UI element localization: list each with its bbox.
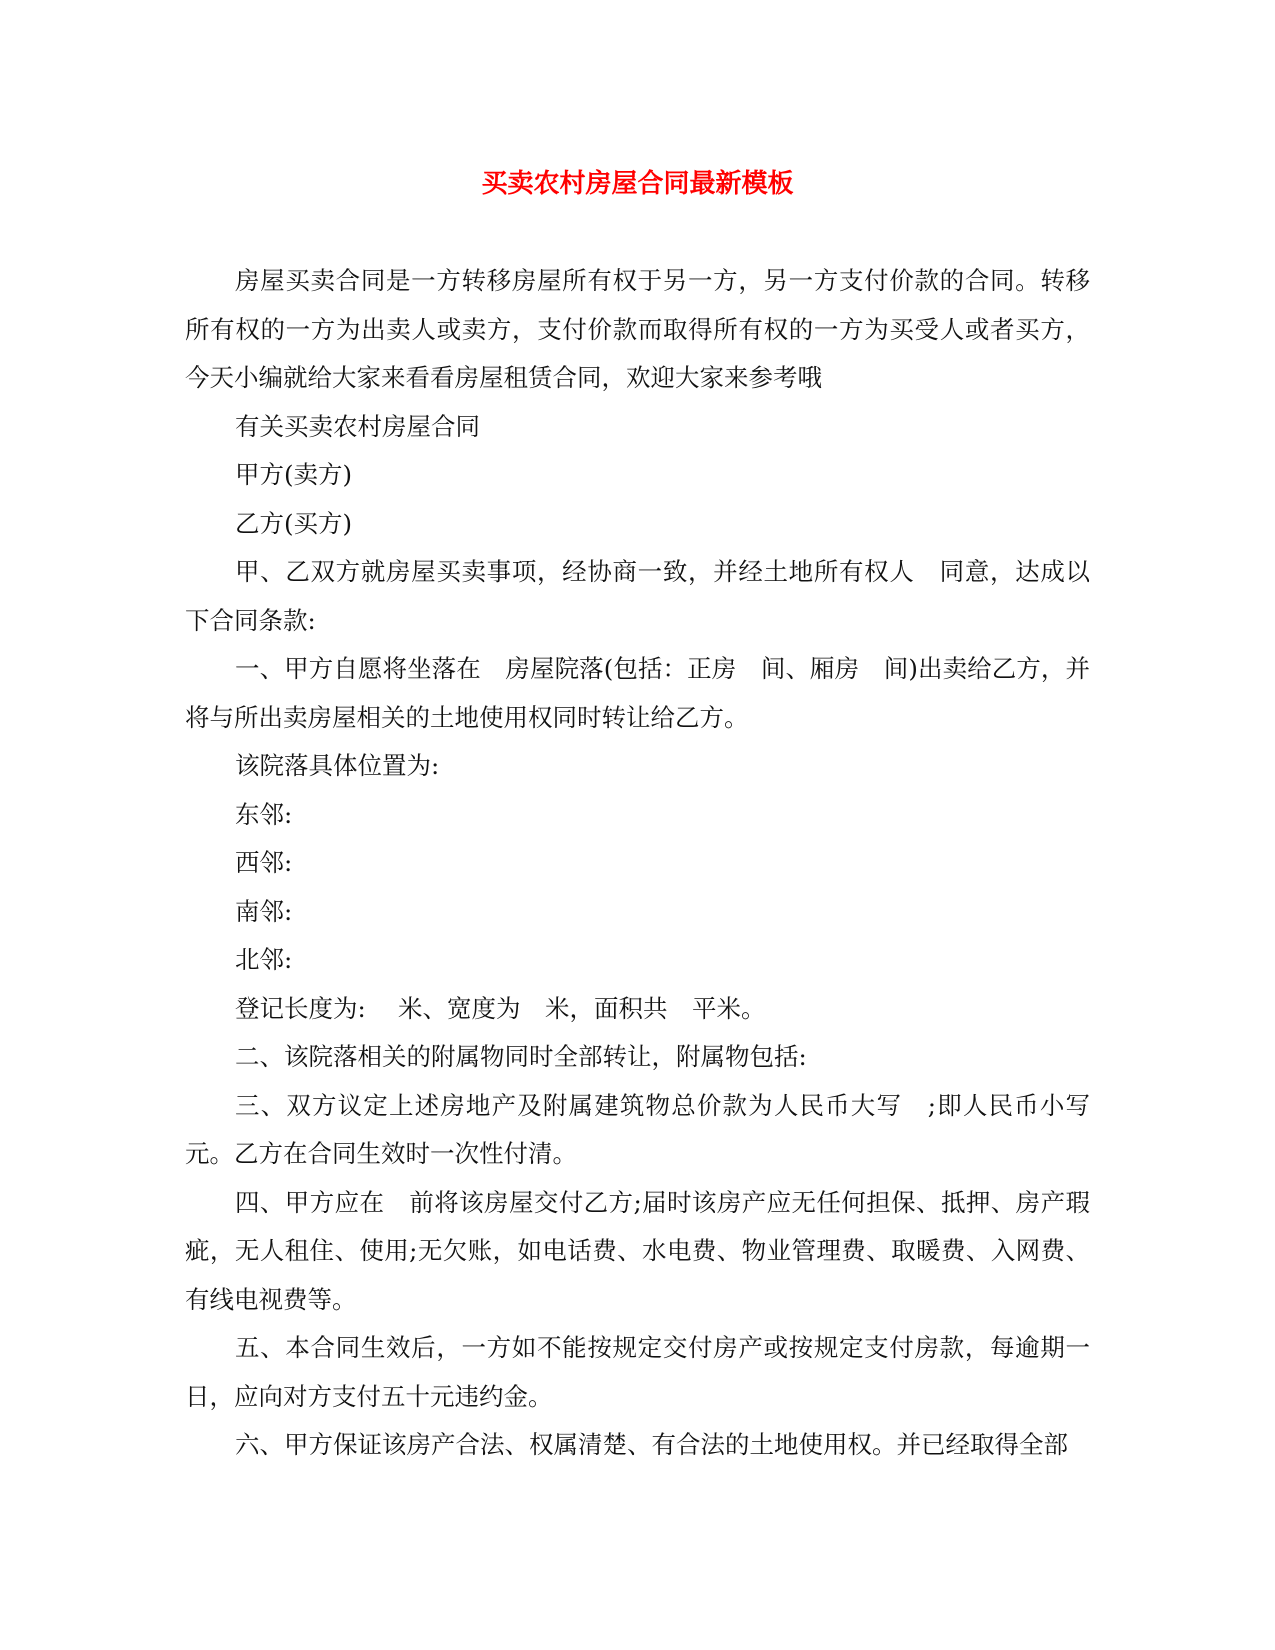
east-neighbor: 东邻: [235, 799, 293, 829]
clause-6: 六、甲方保证该房产合法、权属清楚、有合法的土地使用权。并已经取得全部 [235, 1430, 1068, 1459]
location-heading: 该院落具体位置为: [235, 751, 440, 780]
document-title: 买卖农村房屋合同最新模板 [481, 169, 794, 199]
clause-5: 五、本合同生效后，一方如不能按规定交付房产或按规定支付房款，每逾期一日，应向对方支付五十元违约金。 [185, 1333, 1090, 1411]
clause-1: 一、甲方自愿将坐落在 房屋院落(包括：正房 间、厢房 间)出卖给乙方，并将与所出卖房屋相关的土地使用权同时转让给乙方。 [185, 654, 1090, 732]
west-neighbor: 西邻: [235, 848, 293, 877]
intro-paragraph: 房屋买卖合同是一方转移房屋所有权于另一方，另一方支付价款的合同。转移所有权的一方为出卖人或卖方，支付价款而取得所有权的一方为买受人或者买方，今天小编就给大家来看看房屋租赁合同，欢迎大家来参考哦 [185, 266, 1090, 392]
document-body [185, 257, 1115, 1470]
contract-heading: 有关买卖农村房屋合同 [235, 411, 480, 441]
agreement-preamble: 甲、乙双方就房屋买卖事项，经协商一致，并经土地所有权人 同意，达成以下合同条款: [185, 557, 1090, 635]
clause-3: 三、双方议定上述房地产及附属建筑物总价款为人民币大写 ;即人民币小写 元。乙方在合同生效时一次性付清。 [185, 1090, 1115, 1168]
clause-2: 二、该院落相关的附属物同时全部转让，附属物包括: [235, 1042, 807, 1071]
north-neighbor: 北邻: [235, 945, 293, 974]
clause-4: 四、甲方应在 前将该房屋交付乙方;届时该房产应无任何担保、抵押、房产瑕疵，无人租住、使用;无欠账，如电话费、水电费、物业管理费、取暖费、入网费、有线电视费等。 [185, 1187, 1090, 1314]
party-b-line: 乙方(买方) [235, 508, 353, 538]
dimensions-line: 登记长度为: 米、宽度为 米，面积共 平米。 [235, 993, 766, 1023]
party-a-line: 甲方(卖方) [235, 460, 353, 489]
south-neighbor: 南邻: [235, 896, 293, 926]
